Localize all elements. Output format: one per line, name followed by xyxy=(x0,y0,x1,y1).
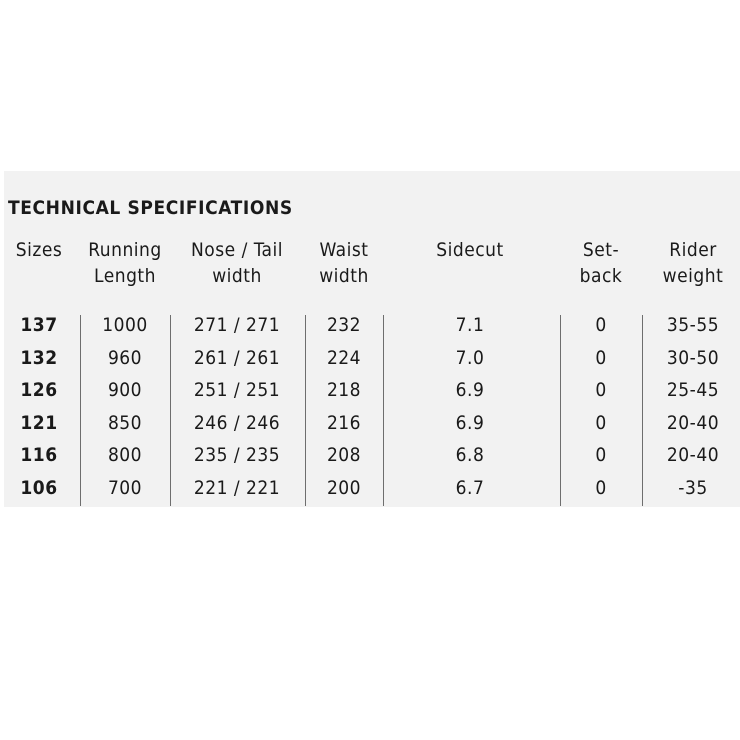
cell-size: 137 xyxy=(20,314,58,336)
cell-running-length: 800 xyxy=(107,444,143,466)
column-divider xyxy=(80,315,81,506)
cell-nose-tail-width: 235 / 235 xyxy=(193,444,281,466)
cell-sidecut: 7.0 xyxy=(455,347,485,369)
column-divider xyxy=(170,315,171,506)
cell-waist-width: 232 xyxy=(326,314,362,336)
column-divider xyxy=(383,315,384,506)
cell-waist-width: 200 xyxy=(326,477,362,499)
section-title: TECHNICAL SPECIFICATIONS xyxy=(8,197,293,219)
column-divider xyxy=(305,315,306,506)
cell-running-length: 1000 xyxy=(102,314,148,336)
cell-waist-width: 218 xyxy=(326,379,362,401)
cell-setback: 0 xyxy=(595,444,607,466)
cell-size: 116 xyxy=(20,444,58,466)
cell-setback: 0 xyxy=(595,412,607,434)
cell-setback: 0 xyxy=(595,347,607,369)
cell-rider-weight: 25-45 xyxy=(666,379,720,401)
column-header-sidecut: Sidecut xyxy=(436,239,504,261)
cell-rider-weight: 20-40 xyxy=(666,412,720,434)
cell-rider-weight: 20-40 xyxy=(666,444,720,466)
cell-setback: 0 xyxy=(595,477,607,499)
cell-size: 121 xyxy=(20,412,58,434)
cell-sidecut: 6.8 xyxy=(455,444,485,466)
cell-setback: 0 xyxy=(595,314,607,336)
spec-panel xyxy=(4,171,740,507)
cell-sidecut: 6.9 xyxy=(455,412,485,434)
column-divider xyxy=(560,315,561,506)
cell-size: 106 xyxy=(20,477,58,499)
cell-running-length: 900 xyxy=(107,379,143,401)
cell-rider-weight: -35 xyxy=(678,477,708,499)
cell-sidecut: 6.7 xyxy=(455,477,485,499)
cell-nose-tail-width: 221 / 221 xyxy=(193,477,281,499)
cell-waist-width: 208 xyxy=(326,444,362,466)
cell-waist-width: 224 xyxy=(326,347,362,369)
cell-size: 132 xyxy=(20,347,58,369)
column-header-running-length: Running Length xyxy=(88,239,162,287)
cell-sidecut: 7.1 xyxy=(455,314,485,336)
cell-size: 126 xyxy=(20,379,58,401)
cell-running-length: 850 xyxy=(107,412,143,434)
cell-nose-tail-width: 261 / 261 xyxy=(193,347,281,369)
cell-waist-width: 216 xyxy=(326,412,362,434)
cell-nose-tail-width: 246 / 246 xyxy=(193,412,281,434)
column-header-nose-tail-width: Nose / Tail width xyxy=(190,239,284,287)
cell-setback: 0 xyxy=(595,379,607,401)
column-header-waist-width: Waist width xyxy=(319,239,369,287)
column-header-sizes: Sizes xyxy=(15,239,63,261)
column-header-setback: Set- back xyxy=(579,239,623,287)
cell-rider-weight: 30-50 xyxy=(666,347,720,369)
column-divider xyxy=(642,315,643,506)
cell-sidecut: 6.9 xyxy=(455,379,485,401)
cell-nose-tail-width: 251 / 251 xyxy=(193,379,281,401)
cell-running-length: 960 xyxy=(107,347,143,369)
cell-rider-weight: 35-55 xyxy=(666,314,720,336)
cell-nose-tail-width: 271 / 271 xyxy=(193,314,281,336)
cell-running-length: 700 xyxy=(107,477,143,499)
column-header-rider-weight: Rider weight xyxy=(662,239,724,287)
